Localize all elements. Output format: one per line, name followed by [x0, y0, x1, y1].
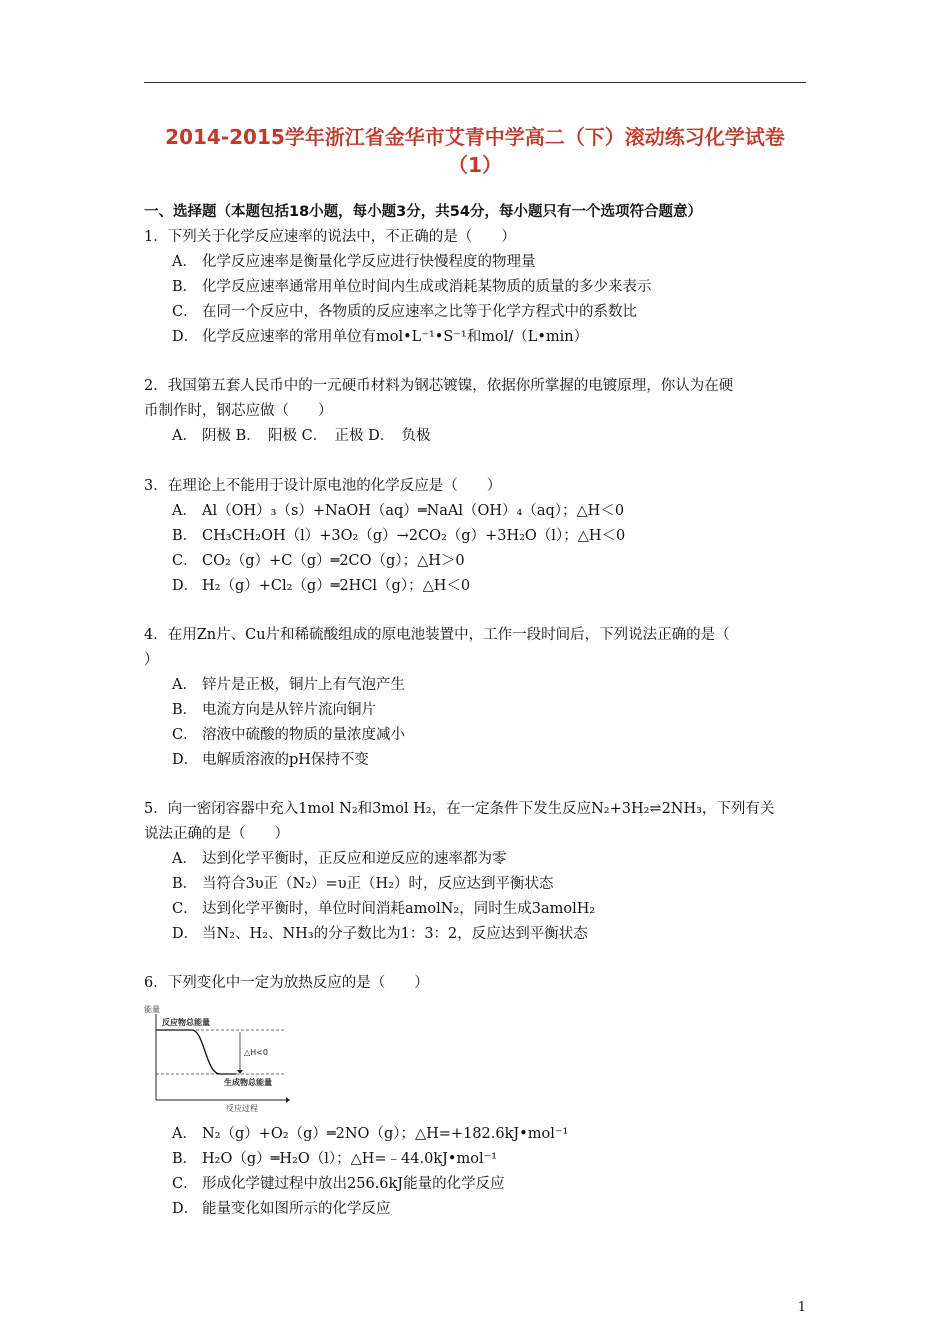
question-3-stem: 3．在理论上不能用于设计原电池的化学反应是（ ）: [144, 478, 502, 494]
page-title-line-1: 2014-2015学年浙江省金华市艾青中学高二（下）滚动练习化学试卷: [165, 125, 785, 149]
question-5-option-b: B． 当符合3υ正（N₂）=υ正（H₂）时，反应达到平衡状态: [172, 876, 554, 892]
question-4-option-b: B． 电流方向是从锌片流向铜片: [172, 702, 376, 718]
question-5-stem-line-2: 说法正确的是（ ）: [144, 826, 289, 842]
question-1-option-d: D． 化学反应速率的常用单位有mol•L⁻¹•S⁻¹和mol/（L•min）: [172, 329, 589, 345]
question-3-option-b: B． CH₃CH₂OH（l）+3O₂（g）→2CO₂（g）+3H₂O（l）；△H＜0: [172, 528, 626, 544]
question-6-stem: 6．下列变化中一定为放热反应的是（ ）: [144, 975, 429, 991]
question-6-option-a: A． N₂（g）+O₂（g）═2NO（g）；△H=+182.6kJ•mol⁻¹: [172, 1126, 569, 1142]
question-1-option-a: A． 化学反应速率是衡量化学反应进行快慢程度的物理量: [172, 254, 536, 270]
page-title-line-2: （1）: [448, 153, 502, 177]
question-3-option-c: C． CO₂（g）+C（g）═2CO（g）；△H＞0: [172, 553, 465, 569]
question-2-options: A． 阴极 B． 阳极 C． 正极 D． 负极: [172, 428, 431, 444]
x-axis-label: 反应过程: [226, 1104, 258, 1113]
question-4-option-d: D． 电解质溶液的pH保持不变: [172, 752, 369, 768]
question-2-stem-line-2: 币制作时，钢芯应做（ ）: [144, 403, 333, 419]
product-energy-label: 生成物总能量: [224, 1078, 272, 1087]
section-heading: 一、选择题（本题包括18小题，每小题3分，共54分，每小题只有一个选项符合题意）: [144, 204, 702, 220]
question-5-option-d: D． 当N₂、H₂、NH₃的分子数比为1：3：2，反应达到平衡状态: [172, 926, 588, 942]
delta-h-label: △H<0: [244, 1048, 268, 1057]
page-number: 1: [797, 1300, 806, 1315]
question-1-option-c: C． 在同一个反应中，各物质的反应速率之比等于化学方程式中的系数比: [172, 304, 637, 320]
top-rule: [144, 82, 806, 83]
x-axis-arrow: [286, 1097, 290, 1103]
question-4-option-a: A． 锌片是正极，铜片上有气泡产生: [172, 677, 405, 693]
question-1-option-b: B． 化学反应速率通常用单位时间内生成或消耗某物质的质量的多少来表示: [172, 279, 652, 295]
energy-diagram: [144, 1004, 290, 1114]
question-6-option-c: C． 形成化学键过程中放出256.6kJ能量的化学反应: [172, 1176, 505, 1192]
question-3-option-a: A． Al（OH）₃（s）+NaOH（aq）═NaAl（OH）₄（aq）；△H＜0: [172, 503, 625, 519]
question-2-stem-line-1: 2．我国第五套人民币中的一元硬币材料为钢芯镀镍，依据你所掌握的电镀原理，你认为在硬: [144, 378, 734, 394]
question-4-stem-line-2: ）: [144, 652, 159, 668]
question-6-option-d: D． 能量变化如图所示的化学反应: [172, 1201, 391, 1217]
energy-curve: [156, 1030, 236, 1074]
question-3-option-d: D． H₂（g）+Cl₂（g）═2HCl（g）；△H＜0: [172, 578, 471, 594]
question-5-option-c: C． 达到化学平衡时，单位时间消耗amolN₂，同时生成3amolH₂: [172, 901, 596, 917]
question-6-option-b: B． H₂O（g）═H₂O（l）；△H=﹣44.0kJ•mol⁻¹: [172, 1151, 498, 1167]
y-axis-label: 能量: [144, 1005, 160, 1014]
question-4-option-c: C． 溶液中硫酸的物质的量浓度减小: [172, 727, 405, 743]
question-5-stem-line-1: 5．向一密闭容器中充入1mol N₂和3mol H₂，在一定条件下发生反应N₂+3H₂⇌2NH₃，下列有关: [144, 801, 775, 817]
question-4-stem-line-1: 4．在用Zn片、Cu片和稀硫酸组成的原电池装置中，工作一段时间后，下列说法正确的是（: [144, 627, 730, 643]
question-5-option-a: A． 达到化学平衡时，正反应和逆反应的速率都为零: [172, 851, 507, 867]
question-1-stem: 1．下列关于化学反应速率的说法中，不正确的是（ ）: [144, 229, 516, 245]
reactant-energy-label: 反应物总能量: [162, 1018, 210, 1027]
delta-h-arrowhead: [237, 1070, 243, 1074]
